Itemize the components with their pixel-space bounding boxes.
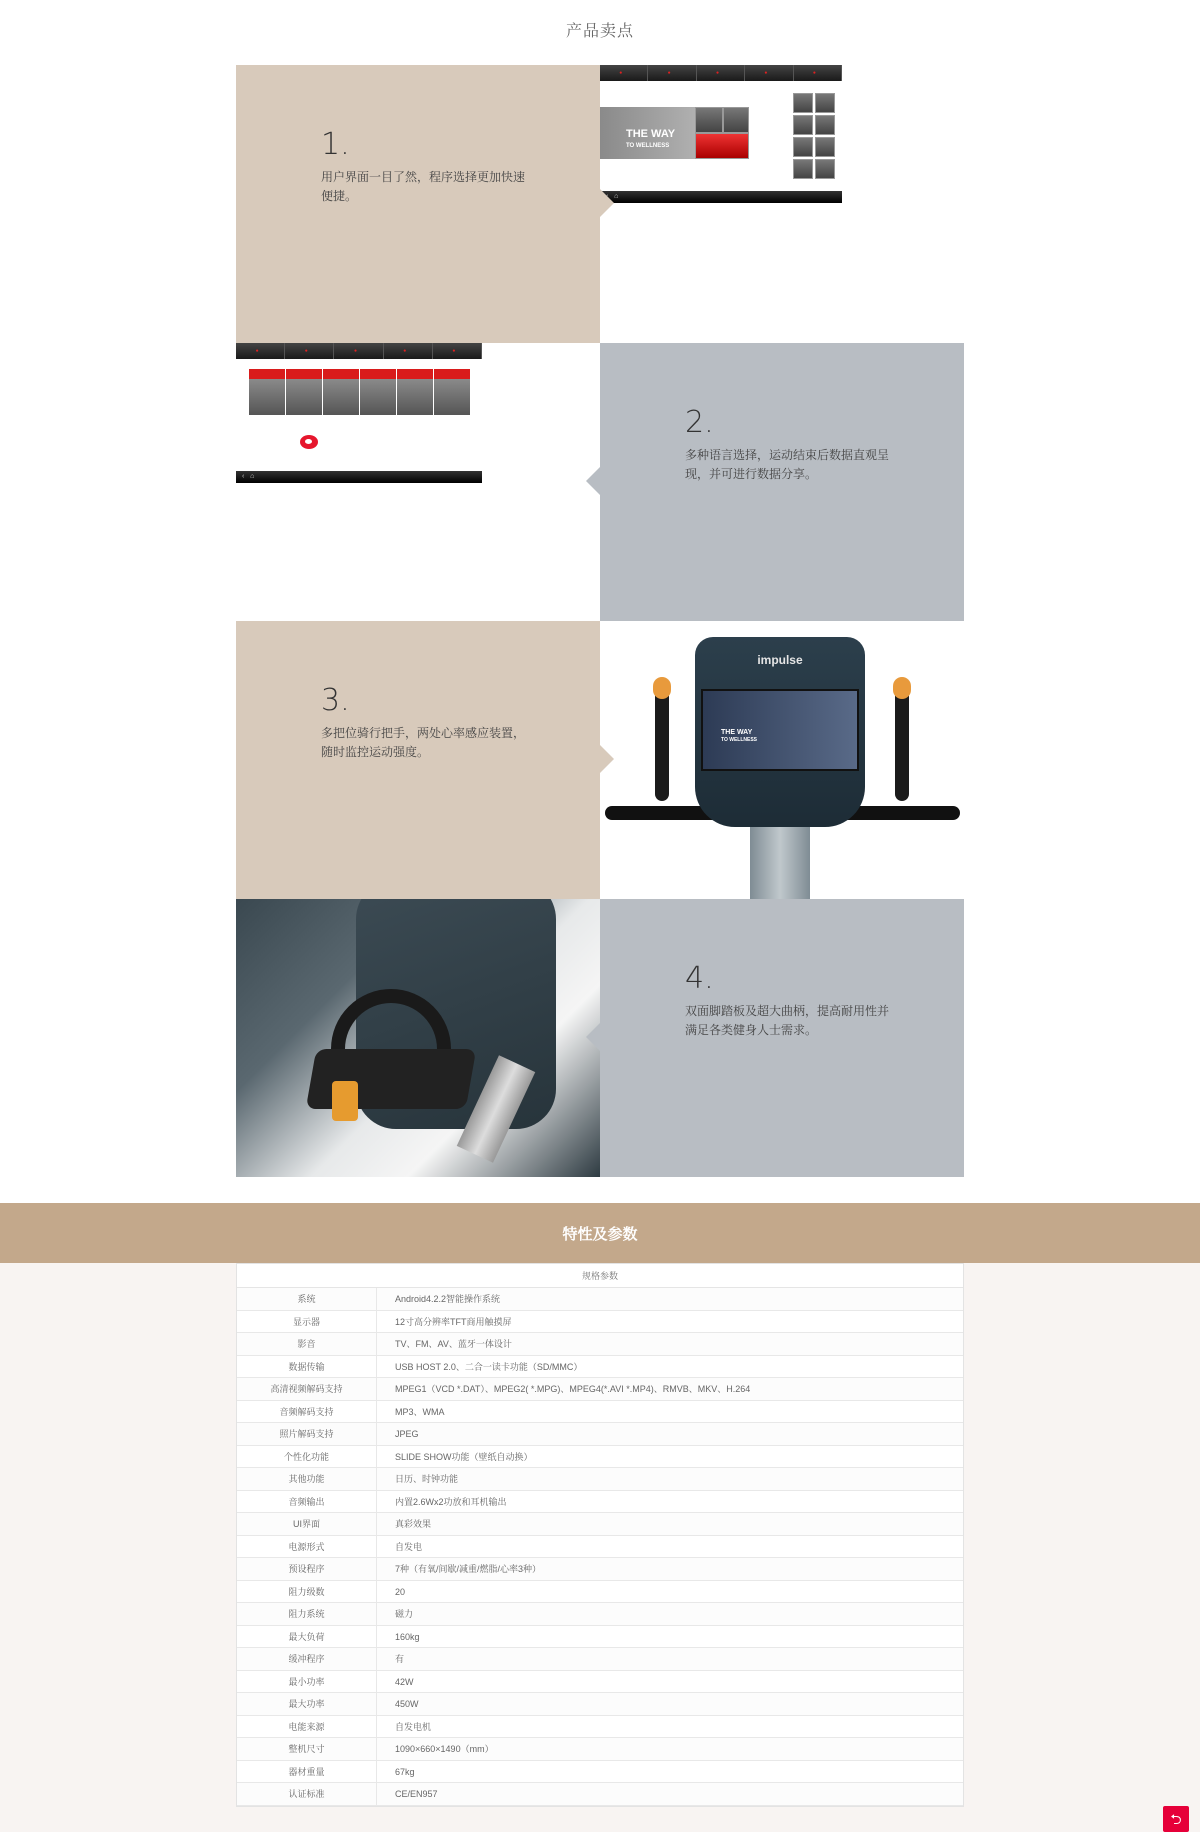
language-tile — [397, 369, 433, 415]
language-tile — [323, 369, 359, 415]
spec-banner — [0, 1203, 1200, 1263]
notch — [586, 467, 600, 495]
table-row — [237, 1783, 963, 1806]
spec-value: 自发电 — [395, 1541, 423, 1552]
bike-pole — [750, 821, 810, 899]
feature-number: 4. — [685, 961, 714, 996]
spec-value: Android4.2.2智能操作系统 — [395, 1294, 501, 1304]
spec-value: 自发电机 — [395, 1721, 432, 1732]
table-row — [237, 1581, 963, 1604]
feature-row-3 — [236, 621, 964, 899]
spec-value: 67kg — [395, 1766, 415, 1777]
feature-row-4 — [236, 899, 964, 1177]
spec-value: CE/EN957 — [395, 1789, 438, 1799]
spec-key: 最大负荷 — [237, 1626, 377, 1648]
spec-key: 音频解码支持 — [237, 1401, 377, 1423]
feature-1-image — [600, 65, 964, 343]
spec-value: 真彩效果 — [395, 1519, 432, 1529]
screen-tile — [815, 159, 835, 179]
spec-key: 其他功能 — [237, 1468, 377, 1490]
spec-title: 特性及参数 — [562, 1226, 638, 1243]
spec-value: 160kg — [395, 1631, 420, 1642]
feature-number: 2. — [685, 405, 714, 440]
table-row — [237, 1311, 963, 1334]
ui-screenshot — [236, 343, 482, 483]
feature-3-image — [600, 621, 964, 899]
spec-key: 影音 — [237, 1333, 377, 1355]
table-row — [237, 1671, 963, 1694]
screen-tile — [793, 115, 813, 135]
table-row — [237, 1716, 963, 1739]
spec-key: 整机尺寸 — [237, 1738, 377, 1760]
wellness-subtitle: TO WELLNESS — [626, 143, 670, 149]
spec-value: 7种（有氧/间歇/减重/燃脂/心率3种） — [395, 1564, 542, 1574]
console-screen — [701, 689, 859, 771]
screen-bottombar: ‹ ⌂ — [236, 471, 482, 483]
play-tile — [695, 133, 749, 159]
table-row — [237, 1446, 963, 1469]
table-row — [237, 1558, 963, 1581]
table-row — [237, 1648, 963, 1671]
screen-tile — [723, 107, 749, 133]
screen-tile — [793, 93, 813, 113]
table-row — [237, 1761, 963, 1784]
feature-4-image — [236, 899, 600, 1177]
feature-3-text — [236, 621, 600, 899]
table-row — [237, 1356, 963, 1379]
screen-tile — [815, 93, 835, 113]
spec-value: 日历、时钟功能 — [395, 1474, 459, 1484]
features-grid — [236, 65, 964, 1177]
table-row — [237, 1288, 963, 1311]
table-row — [237, 1738, 963, 1761]
spec-value: SLIDE SHOW功能（壁纸自动换） — [395, 1451, 533, 1462]
screen-tile — [815, 137, 835, 157]
spec-value: JPEG — [395, 1429, 419, 1439]
back-to-top-button[interactable]: ⮌ — [1163, 1806, 1189, 1832]
notch — [600, 745, 614, 773]
wellness-title: THE WAY — [721, 729, 753, 736]
screen-tile — [695, 107, 723, 133]
wellness-title: THE WAY — [626, 128, 676, 140]
table-row — [237, 1333, 963, 1356]
spec-key: 显示器 — [237, 1311, 377, 1333]
feature-description: 多把位骑行把手，两处心率感应装置，随时监控运动强度。 — [321, 726, 526, 759]
wellness-subtitle: TO WELLNESS — [721, 737, 758, 743]
spec-key: 认证标准 — [237, 1783, 377, 1805]
spec-table-header: 规格参数 — [237, 1264, 963, 1288]
left-grip — [655, 681, 669, 801]
bike-console — [695, 637, 865, 827]
section-title: 产品卖点 — [565, 23, 634, 40]
spec-value: 42W — [395, 1676, 414, 1687]
feature-2-text — [600, 343, 964, 621]
spec-key: 阻力级数 — [237, 1581, 377, 1603]
feature-1-text — [236, 65, 600, 343]
spec-key: 阻力系统 — [237, 1603, 377, 1625]
spec-value: 20 — [395, 1586, 406, 1597]
feature-description: 双面脚踏板及超大曲柄，提高耐用性并满足各类健身人士需求。 — [685, 1004, 890, 1037]
spec-key: 照片解码支持 — [237, 1423, 377, 1445]
feature-description: 多种语言选择，运动结束后数据直观呈现，并可进行数据分享。 — [685, 448, 890, 481]
spec-key: 系统 — [237, 1288, 377, 1310]
language-tile — [360, 369, 396, 415]
table-row — [237, 1468, 963, 1491]
weibo-icon — [300, 435, 318, 449]
spec-key: 预设程序 — [237, 1558, 377, 1580]
spec-value: 12寸高分辨率TFT商用触摸屏 — [395, 1316, 512, 1327]
feature-row-1 — [236, 65, 964, 343]
table-row — [237, 1423, 963, 1446]
screen-tile — [815, 115, 835, 135]
language-tile — [434, 369, 470, 415]
screen-bottombar: ‹ ⌂ — [600, 191, 842, 203]
notch — [600, 189, 614, 217]
ui-screenshot — [600, 65, 842, 203]
spec-key: 电源形式 — [237, 1536, 377, 1558]
table-row — [237, 1536, 963, 1559]
spec-value: TV、FM、AV、蓝牙一体设计 — [395, 1339, 512, 1349]
spec-value: 磁力 — [395, 1609, 414, 1619]
spec-key: UI界面 — [237, 1513, 377, 1535]
table-row — [237, 1626, 963, 1649]
spec-value: 内置2.6Wx2功放和耳机输出 — [395, 1496, 507, 1507]
spec-key: 器材重量 — [237, 1761, 377, 1783]
spec-key: 缓冲程序 — [237, 1648, 377, 1670]
table-row — [237, 1378, 963, 1401]
feature-row-2 — [236, 343, 964, 621]
spec-value: 1090×660×1490（mm） — [395, 1744, 494, 1754]
screen-topbar — [236, 343, 482, 359]
language-tile — [286, 369, 322, 415]
spec-key: 个性化功能 — [237, 1446, 377, 1468]
spec-table — [236, 1263, 964, 1807]
table-row — [237, 1513, 963, 1536]
feature-number: 3. — [321, 683, 350, 718]
feature-description: 用户界面一目了然，程序选择更加快速便捷。 — [321, 170, 526, 203]
spec-key: 电能来源 — [237, 1716, 377, 1738]
screen-topbar — [600, 65, 842, 81]
table-row — [237, 1401, 963, 1424]
table-row — [237, 1603, 963, 1626]
spec-key: 最大功率 — [237, 1693, 377, 1715]
spec-key: 数据传输 — [237, 1356, 377, 1378]
feature-number: 1. — [321, 127, 350, 162]
screen-tile — [793, 159, 813, 179]
spec-value: 450W — [395, 1699, 419, 1709]
language-tile — [249, 369, 285, 415]
spec-value: MP3、WMA — [395, 1406, 445, 1417]
screen-tile — [793, 137, 813, 157]
table-row — [237, 1693, 963, 1716]
feature-2-image — [236, 343, 600, 621]
spec-rows — [237, 1288, 963, 1806]
spec-key: 高清视频解码支持 — [237, 1378, 377, 1400]
notch — [586, 1023, 600, 1051]
spec-key: 音频输出 — [237, 1491, 377, 1513]
table-row — [237, 1491, 963, 1514]
pedal-accent — [332, 1081, 358, 1121]
spec-value: 有 — [395, 1654, 405, 1664]
spec-key: 最小功率 — [237, 1671, 377, 1693]
feature-4-text — [600, 899, 964, 1177]
spec-value: MPEG1（VCD *.DAT）、MPEG2( *.MPG)、MPEG4(*.AVI *.MP4)、RMVB、MKV、H.264 — [395, 1384, 751, 1394]
right-grip — [895, 681, 909, 801]
brand-logo: impulse — [757, 653, 803, 667]
spec-value: USB HOST 2.0、二合一读卡功能（SD/MMC） — [395, 1361, 583, 1372]
